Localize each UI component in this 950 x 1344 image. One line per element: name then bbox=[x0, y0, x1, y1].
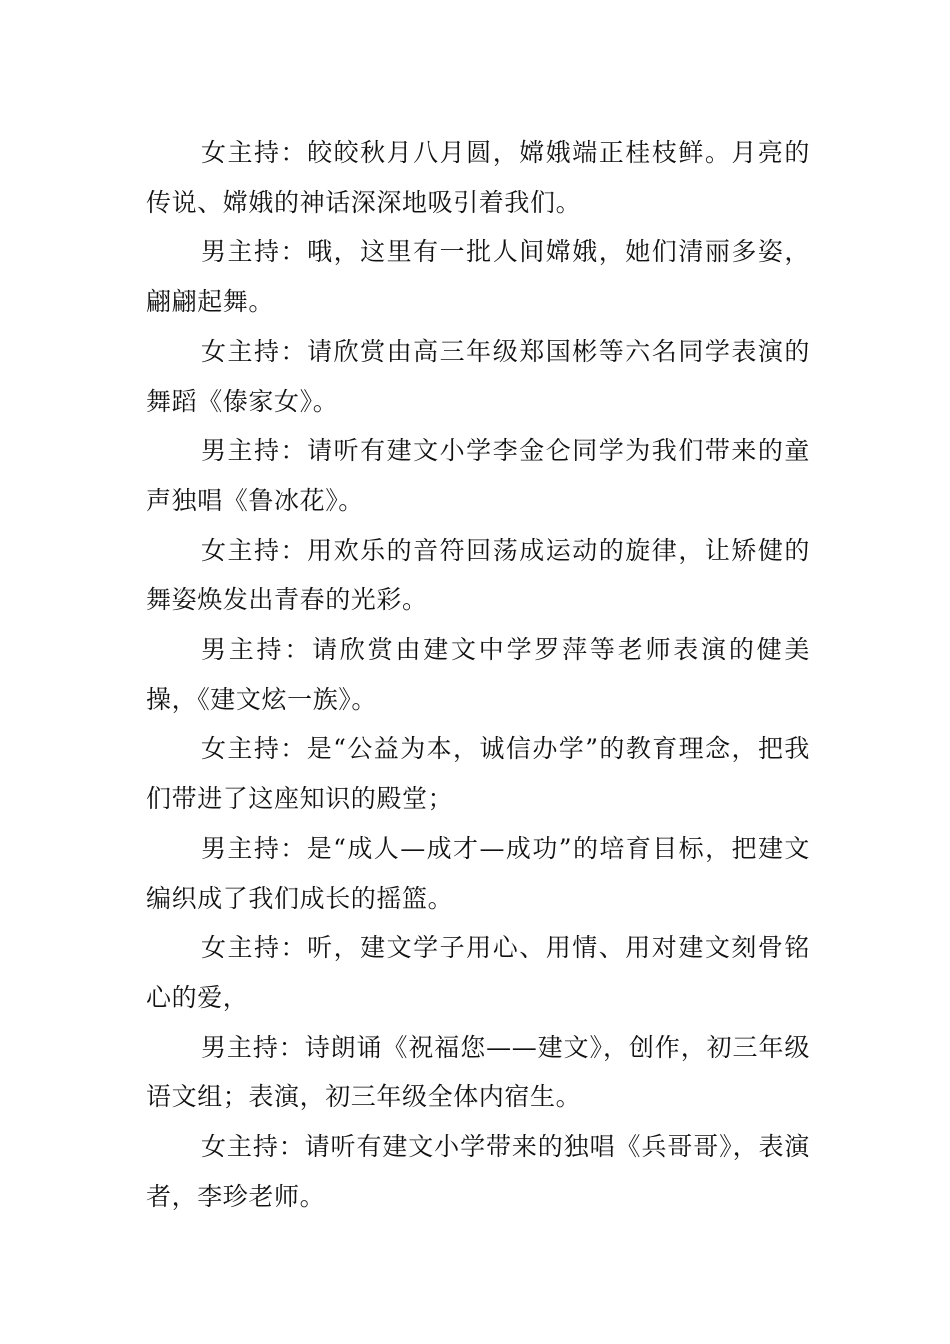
paragraph-9: 女主持：听，建文学子用心、用情、用对建文刻骨铭心的爱， bbox=[146, 933, 810, 1012]
paragraph-3: 女主持：请欣赏由高三年级郑国彬等六名同学表演的舞蹈《傣家女》。 bbox=[146, 336, 810, 416]
paragraph-7: 女主持：是“公益为本，诚信办学”的教育理念，把我们带进了这座知识的殿堂； bbox=[146, 734, 810, 814]
paragraph-8: 男主持：是“成人—成才—成功”的培育目标，把建文编织成了我们成长的摇篮。 bbox=[146, 833, 810, 913]
paragraph-6: 男主持：请欣赏由建文中学罗萍等老师表演的健美操，《建文炫一族》。 bbox=[146, 635, 810, 714]
document-body bbox=[146, 128, 810, 1221]
paragraph-11: 女主持：请听有建文小学带来的独唱《兵哥哥》，表演者，李珍老师。 bbox=[146, 1132, 810, 1211]
paragraph-5: 女主持：用欢乐的音符回荡成运动的旋律，让矫健的舞姿焕发出青春的光彩。 bbox=[146, 535, 810, 615]
paragraph-1: 女主持：皎皎秋月八月圆，嫦娥端正桂枝鲜。月亮的传说、嫦娥的神话深深地吸引着我们。 bbox=[146, 138, 810, 217]
paragraph-4: 男主持：请听有建文小学李金仑同学为我们带来的童声独唱《鲁冰花》。 bbox=[146, 436, 810, 515]
paragraph-10: 男主持：诗朗诵《祝福您——建文》，创作，初三年级语文组；表演，初三年级全体内宿生。 bbox=[146, 1032, 810, 1112]
paragraph-2: 男主持：哦，这里有一批人间嫦娥，她们清丽多姿，翩翩起舞。 bbox=[146, 237, 810, 317]
